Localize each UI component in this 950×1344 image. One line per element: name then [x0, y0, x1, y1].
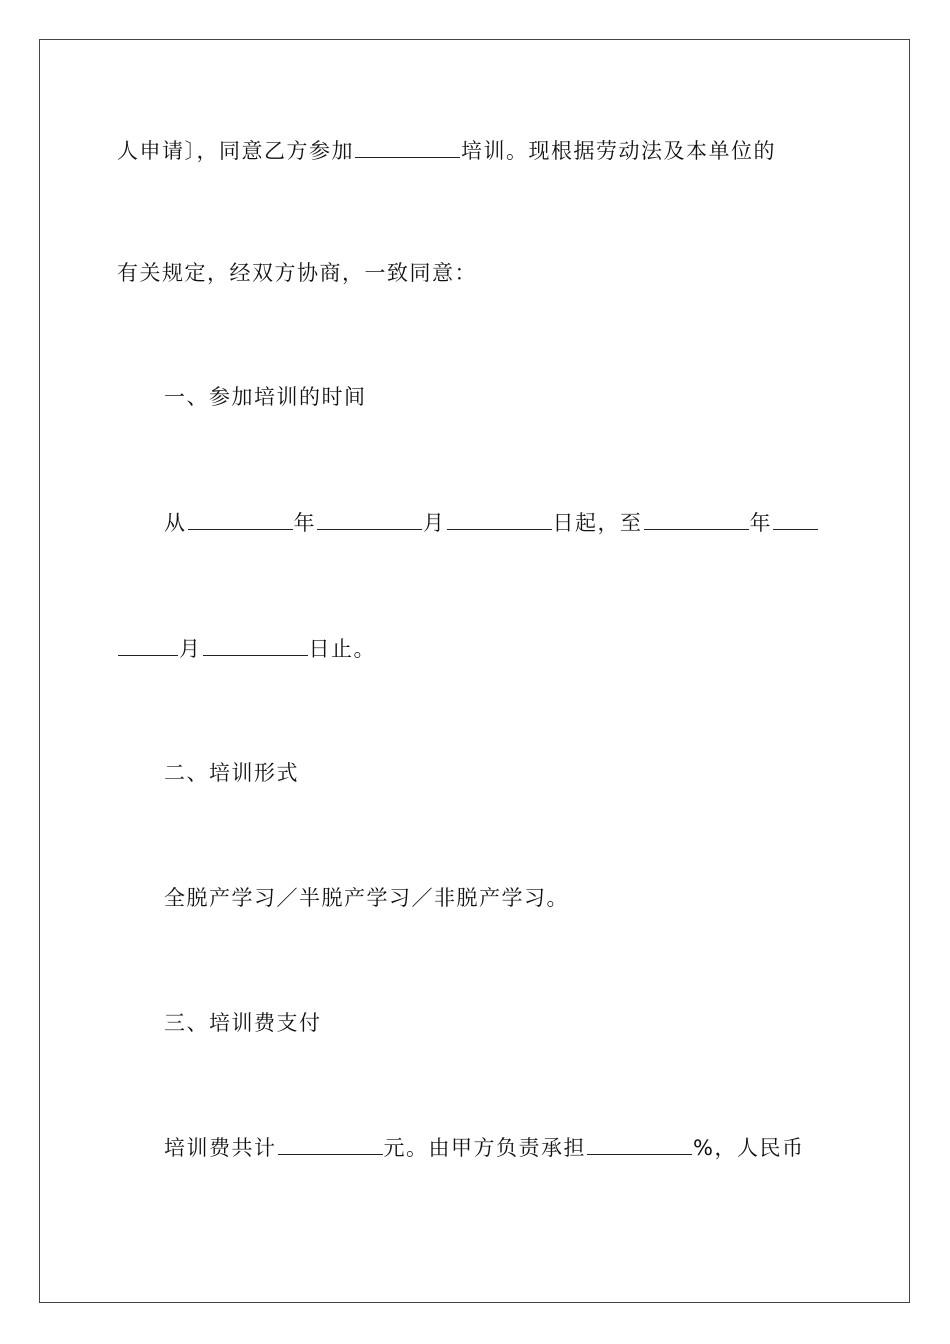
end-year-blank[interactable]: [644, 509, 749, 530]
training-forms-line: [164, 884, 569, 912]
day-end-label: 日止。: [308, 637, 376, 661]
page-border: [39, 39, 910, 1303]
start-day-blank[interactable]: [447, 509, 552, 530]
start-month-blank[interactable]: [317, 509, 422, 530]
end-month-blank-part2[interactable]: [118, 635, 178, 656]
training-name-blank[interactable]: [355, 137, 460, 158]
line1-text-after: 培训。现根据劳动法及本单位的: [461, 139, 776, 163]
fee-mid: 元。由甲方负责承担: [383, 1136, 586, 1160]
section-heading-form: [164, 759, 299, 787]
paragraph-line-2: [117, 259, 477, 287]
fee-total-blank[interactable]: [278, 1134, 383, 1155]
paragraph-line-1: [117, 137, 776, 165]
start-year-blank[interactable]: [188, 509, 293, 530]
fee-suffix: %，人民币: [693, 1136, 805, 1160]
time-range-line-2: [117, 635, 376, 663]
section-heading-time: [164, 383, 367, 411]
end-month-blank-part1[interactable]: [773, 509, 818, 530]
end-day-blank[interactable]: [203, 635, 308, 656]
year-label-2: 年: [749, 511, 772, 535]
time-range-line-1: [164, 509, 819, 537]
section1-heading: 一、参加培训的时间: [164, 385, 367, 409]
line2-text: 有关规定，经双方协商，一致同意：: [117, 261, 477, 285]
fee-prefix: 培训费共计: [164, 1136, 277, 1160]
day-start-label: 日起，至: [552, 511, 643, 535]
from-label: 从: [164, 511, 187, 535]
fee-percent-blank[interactable]: [587, 1134, 692, 1155]
section3-heading: 三、培训费支付: [164, 1011, 322, 1035]
fee-line: [164, 1134, 804, 1162]
year-label-1: 年: [293, 511, 316, 535]
month-label-1: 月: [423, 511, 446, 535]
section-heading-fee: [164, 1009, 322, 1037]
month-label-2: 月: [179, 637, 202, 661]
training-forms-text: 全脱产学习／半脱产学习／非脱产学习。: [164, 886, 569, 910]
line1-text-before: 人申请〕，同意乙方参加: [117, 139, 354, 163]
section2-heading: 二、培训形式: [164, 761, 299, 785]
